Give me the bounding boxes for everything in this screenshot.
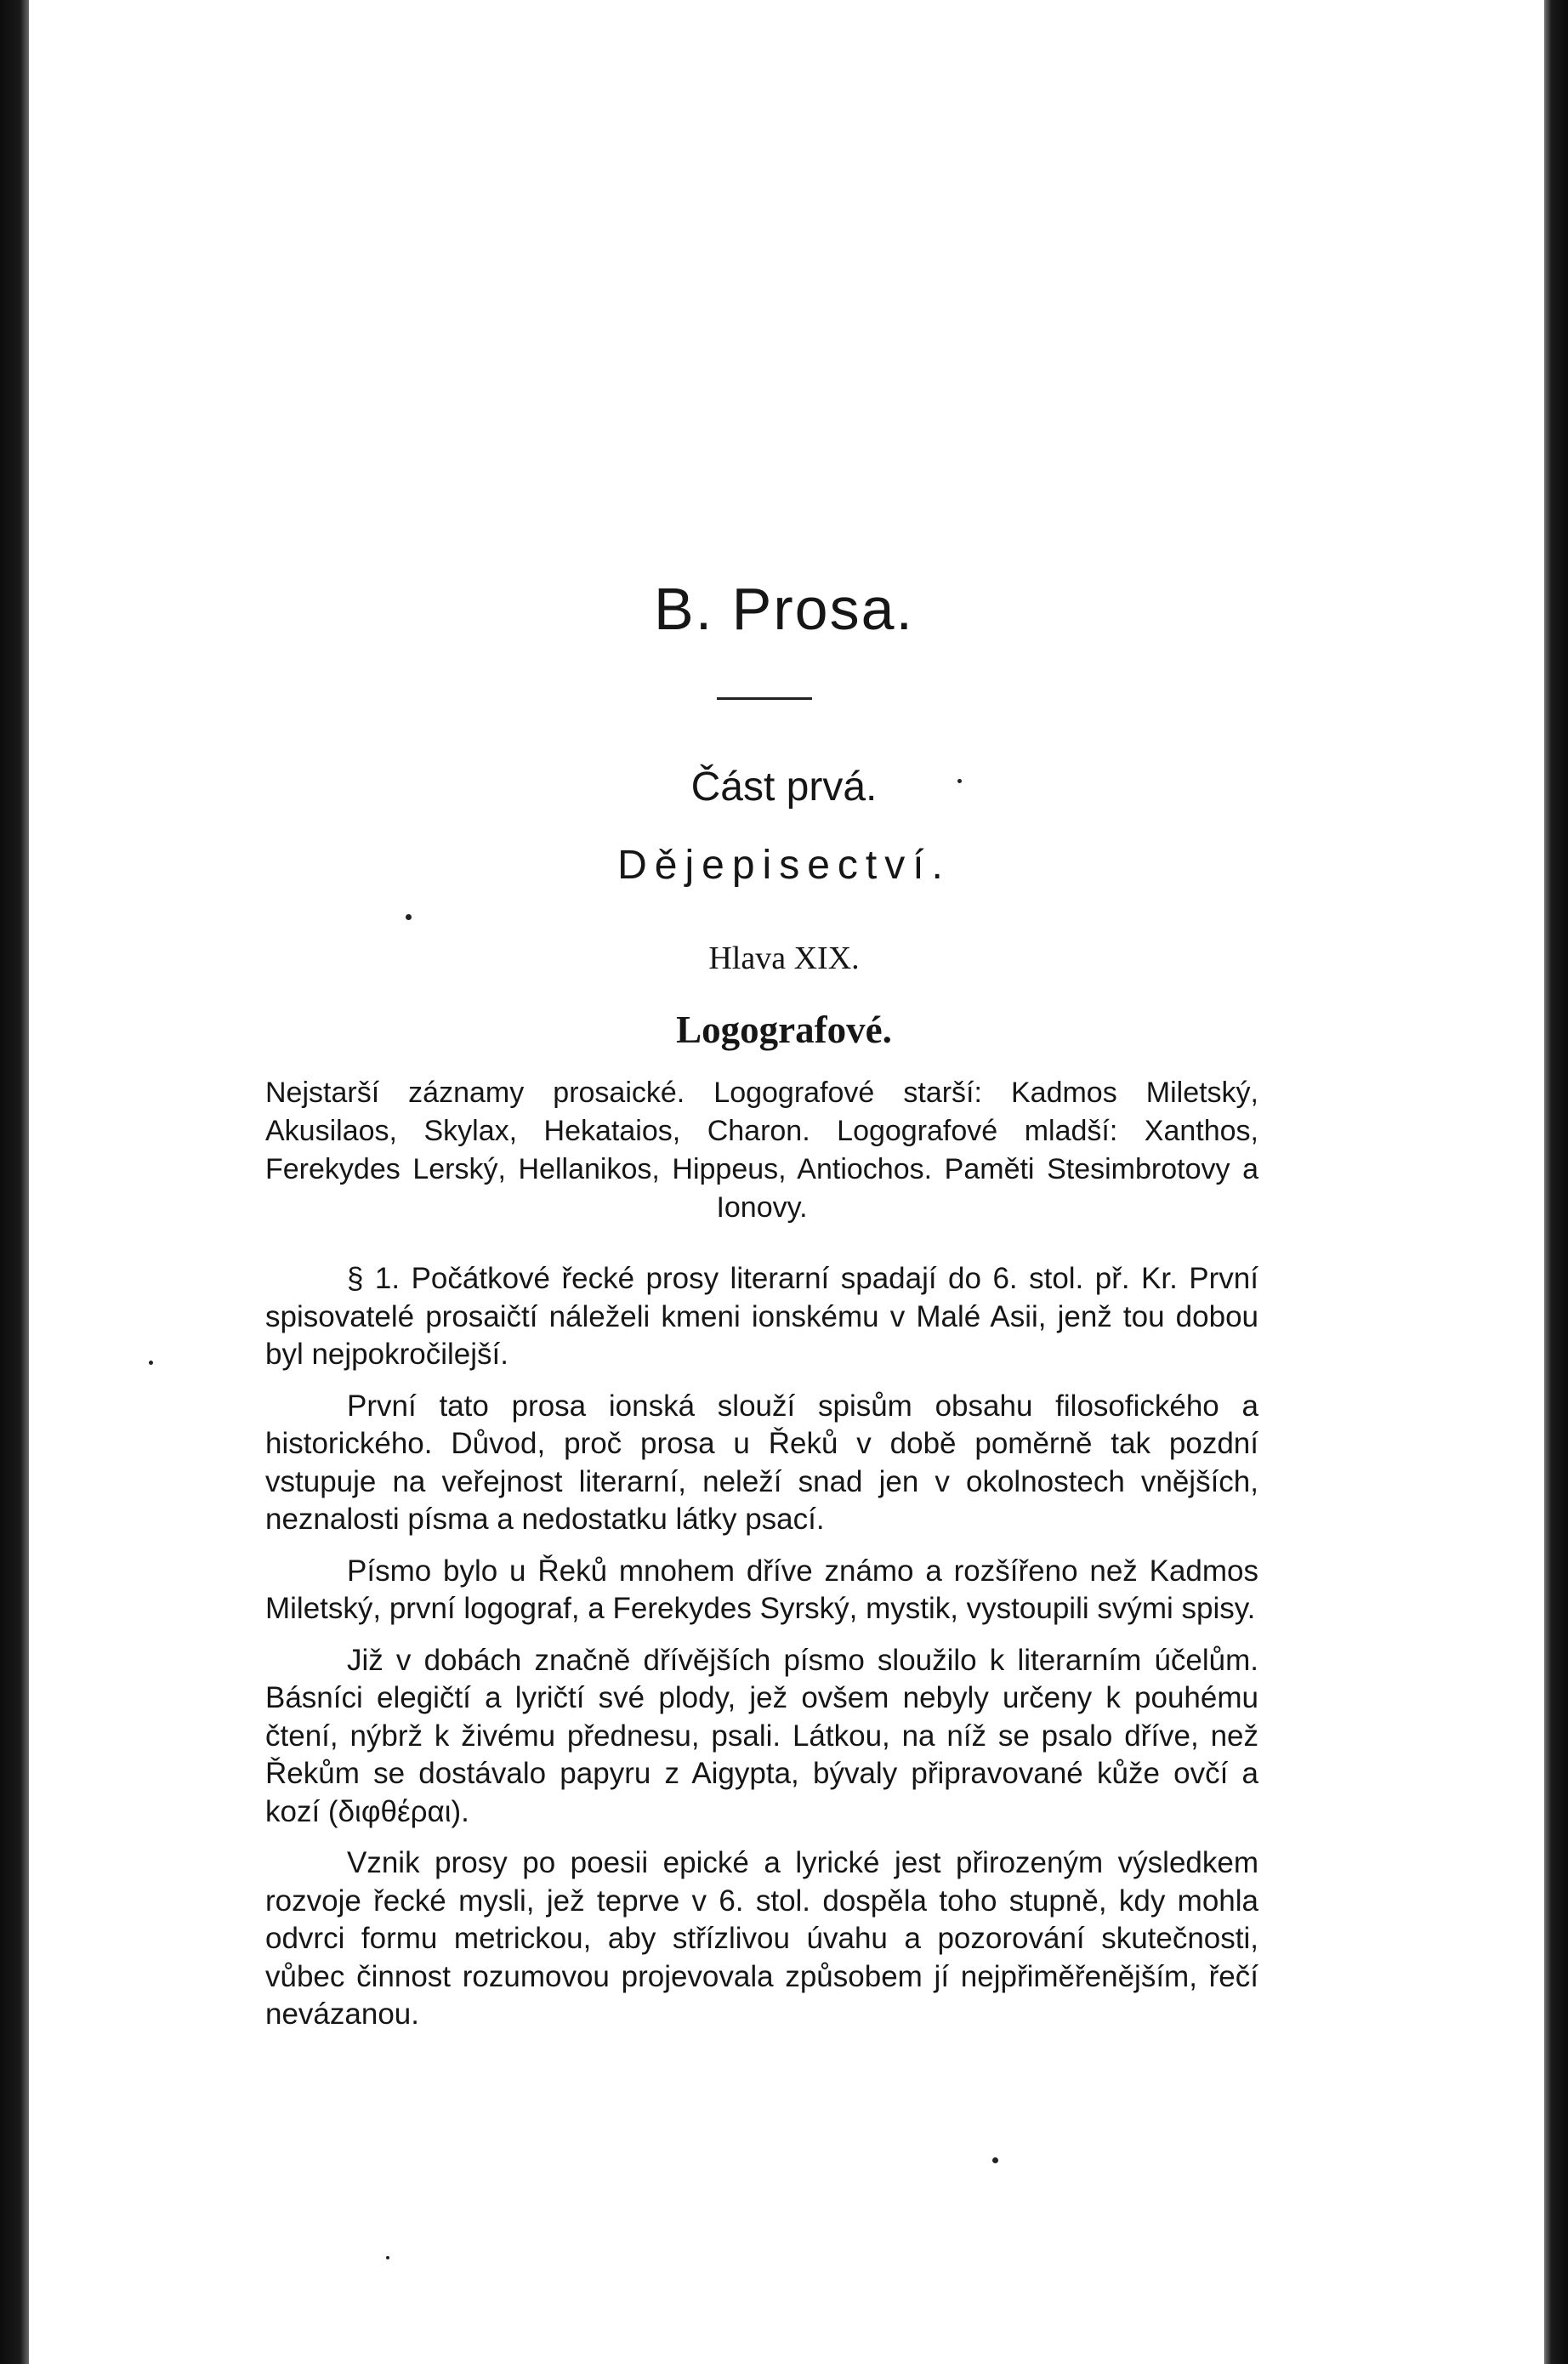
scan-speck <box>406 914 412 920</box>
paragraph: Vznik prosy po poesii epické a lyrické jest přirozeným výsledkem rozvoje řecké mysli, jež teprve v 6. stol. dospěla toho stupně, kdy mohla odvrci formu metrickou, aby střízlivou úvahu a pozorování skutečnosti, vůbec činnost rozumovou projevovala způsobem jí nejpřiměřenějším, řečí nevázanou. <box>265 1846 1258 2031</box>
paragraph: První tato prosa ionská slouží spisům obsahu filosofického a historického. Důvod, proč prosa u Řeků v době poměrně tak pozdní vstupuje na veřejnost literarní, neleží snad jen v okolnostech vnějších, neznalosti písma a nedostatku látky psací. <box>265 1389 1258 1536</box>
paragraph: Písmo bylo u Řeků mnohem dříve známo a rozšířeno než Kadmos Miletský, první logograf, a Ferekydes Syrský, mystik, vystoupili svými spisy. <box>265 1554 1258 1625</box>
scan-speck <box>957 779 962 783</box>
scan-speck <box>149 1361 153 1365</box>
chapter-number: Hlava XIX. <box>708 940 860 976</box>
section-heading: Dějepisectví. <box>617 843 951 888</box>
scan-speck <box>386 2256 389 2259</box>
scan-speck <box>992 2157 998 2163</box>
scan-edge-left <box>0 0 29 2364</box>
chapter-summary: Nejstarší záznamy prosaické. Logografové starší: Kadmos Miletský, Akusilaos, Skylax, Hekataios, Charon. Logografové mladší: Xanthos, Ferekydes Lerský, Hellanikos, Hippeus, Antiochos. Paměti Stesimbrotovy a Ionovy. <box>265 1077 1258 1224</box>
subpart-heading: Část prvá. <box>690 764 878 810</box>
paragraph: Již v dobách značně dřívějších písmo sloužilo k literarním účelům. Básníci elegičtí a lyričtí své plody, jež ovšem nebyly určeny k pouhému čtení, nýbrž k živému přednesu, psali. Látkou, na níž se psalo dříve, než Řekům se dostávalo papyru z Aigypta, bývaly připravované kůže ovčí a kozí (διφθέραι). <box>265 1643 1258 1828</box>
body-text <box>265 1260 1258 2048</box>
paragraph: § 1. Počátkové řecké prosy literarní spadají do 6. stol. př. Kr. První spisovatelé prosaičtí náleželi kmeni ionskému v Malé Asii, jenž tou dobou byl nejpokročilejší. <box>265 1262 1258 1371</box>
title-rule <box>717 697 812 700</box>
chapter-title: Logografové. <box>676 1009 892 1051</box>
part-title: B. Prosa. <box>654 576 914 642</box>
scan-edge-right <box>1544 0 1568 2364</box>
